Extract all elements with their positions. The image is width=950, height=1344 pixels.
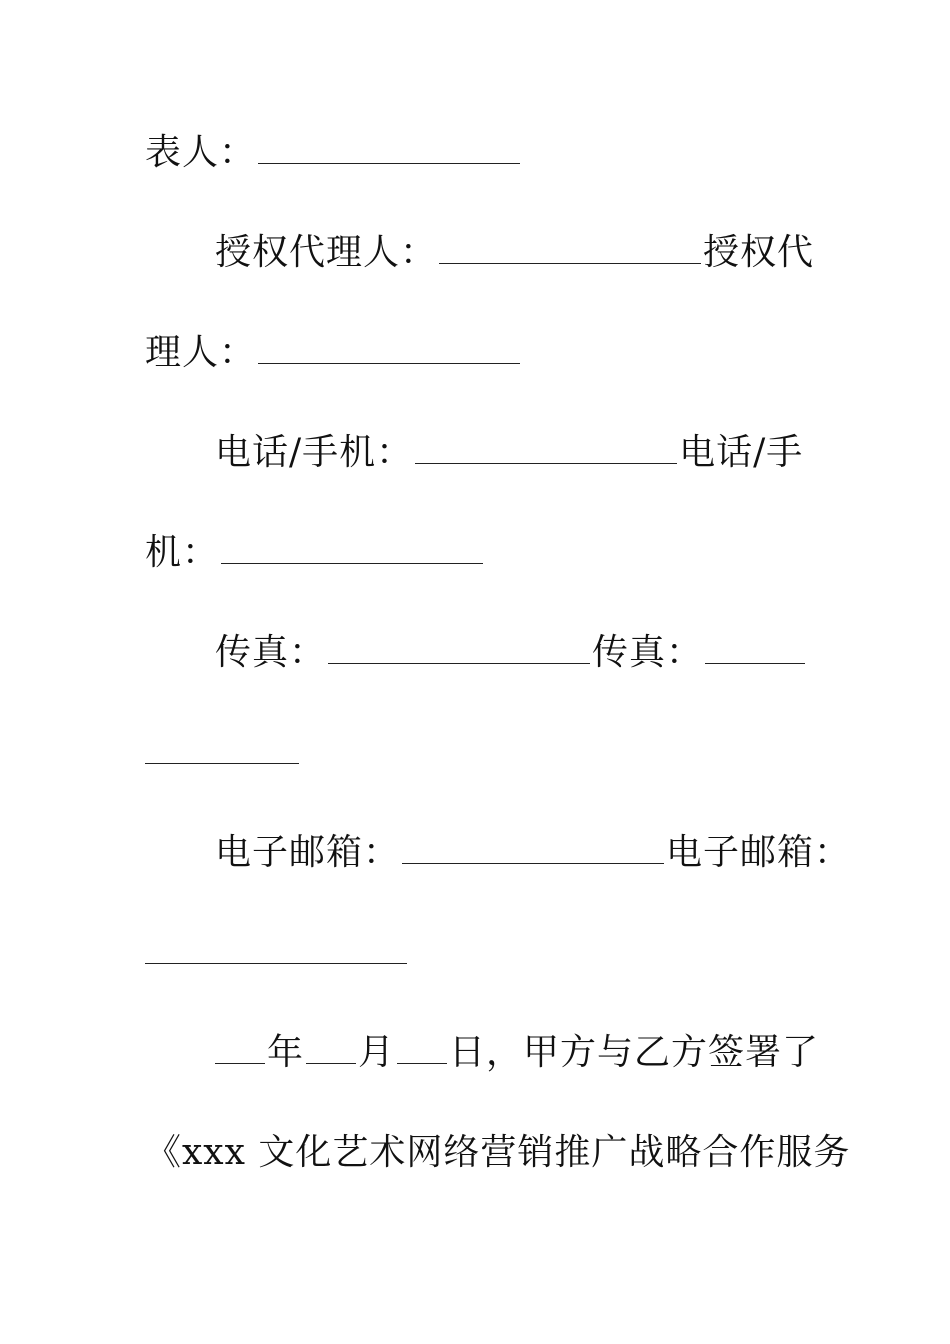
blank-line [306, 1033, 356, 1064]
blank-line [145, 933, 407, 964]
line-email [215, 828, 895, 878]
label-text: 电话/手机： [215, 432, 414, 473]
blank-line [221, 533, 483, 564]
blank-line [402, 833, 664, 864]
label-text: 理人： [145, 332, 257, 373]
blank-line [328, 633, 590, 664]
year-label: 年 [267, 1032, 305, 1073]
line-authorized-agent [215, 228, 895, 278]
label-text: 传真： [592, 632, 704, 673]
line-email-cont [145, 928, 825, 978]
label-text: 表人： [145, 132, 257, 173]
label-text: 授权代 [703, 232, 815, 273]
line-fax [215, 628, 895, 678]
day-label: 日，甲方与乙方签署了 [449, 1032, 820, 1073]
line-phone-cont [145, 528, 825, 578]
label-text: 授权代理人： [215, 232, 438, 273]
label-text: 电子邮箱： [666, 832, 852, 873]
blank-line [439, 233, 701, 264]
blank-line [215, 1033, 265, 1064]
label-text: 电子邮箱： [215, 832, 401, 873]
line-date-signing [215, 1028, 895, 1078]
label-text: 《xxx 文化艺术网络营销推广战略合作服务 [145, 1132, 851, 1173]
label-text: 传真： [215, 632, 327, 673]
blank-line [145, 733, 299, 764]
label-text: 电话/手 [679, 432, 804, 473]
line-representative-cont [145, 128, 825, 178]
blank-line [415, 433, 677, 464]
blank-line [705, 633, 805, 664]
blank-line [397, 1033, 447, 1064]
blank-line [258, 133, 520, 164]
line-authorized-agent-cont [145, 328, 825, 378]
line-phone [215, 428, 895, 478]
label-text: 机： [145, 532, 220, 573]
month-label: 月 [358, 1032, 396, 1073]
line-fax-cont [145, 728, 825, 778]
blank-line [258, 333, 520, 364]
line-agreement-title [145, 1128, 851, 1178]
